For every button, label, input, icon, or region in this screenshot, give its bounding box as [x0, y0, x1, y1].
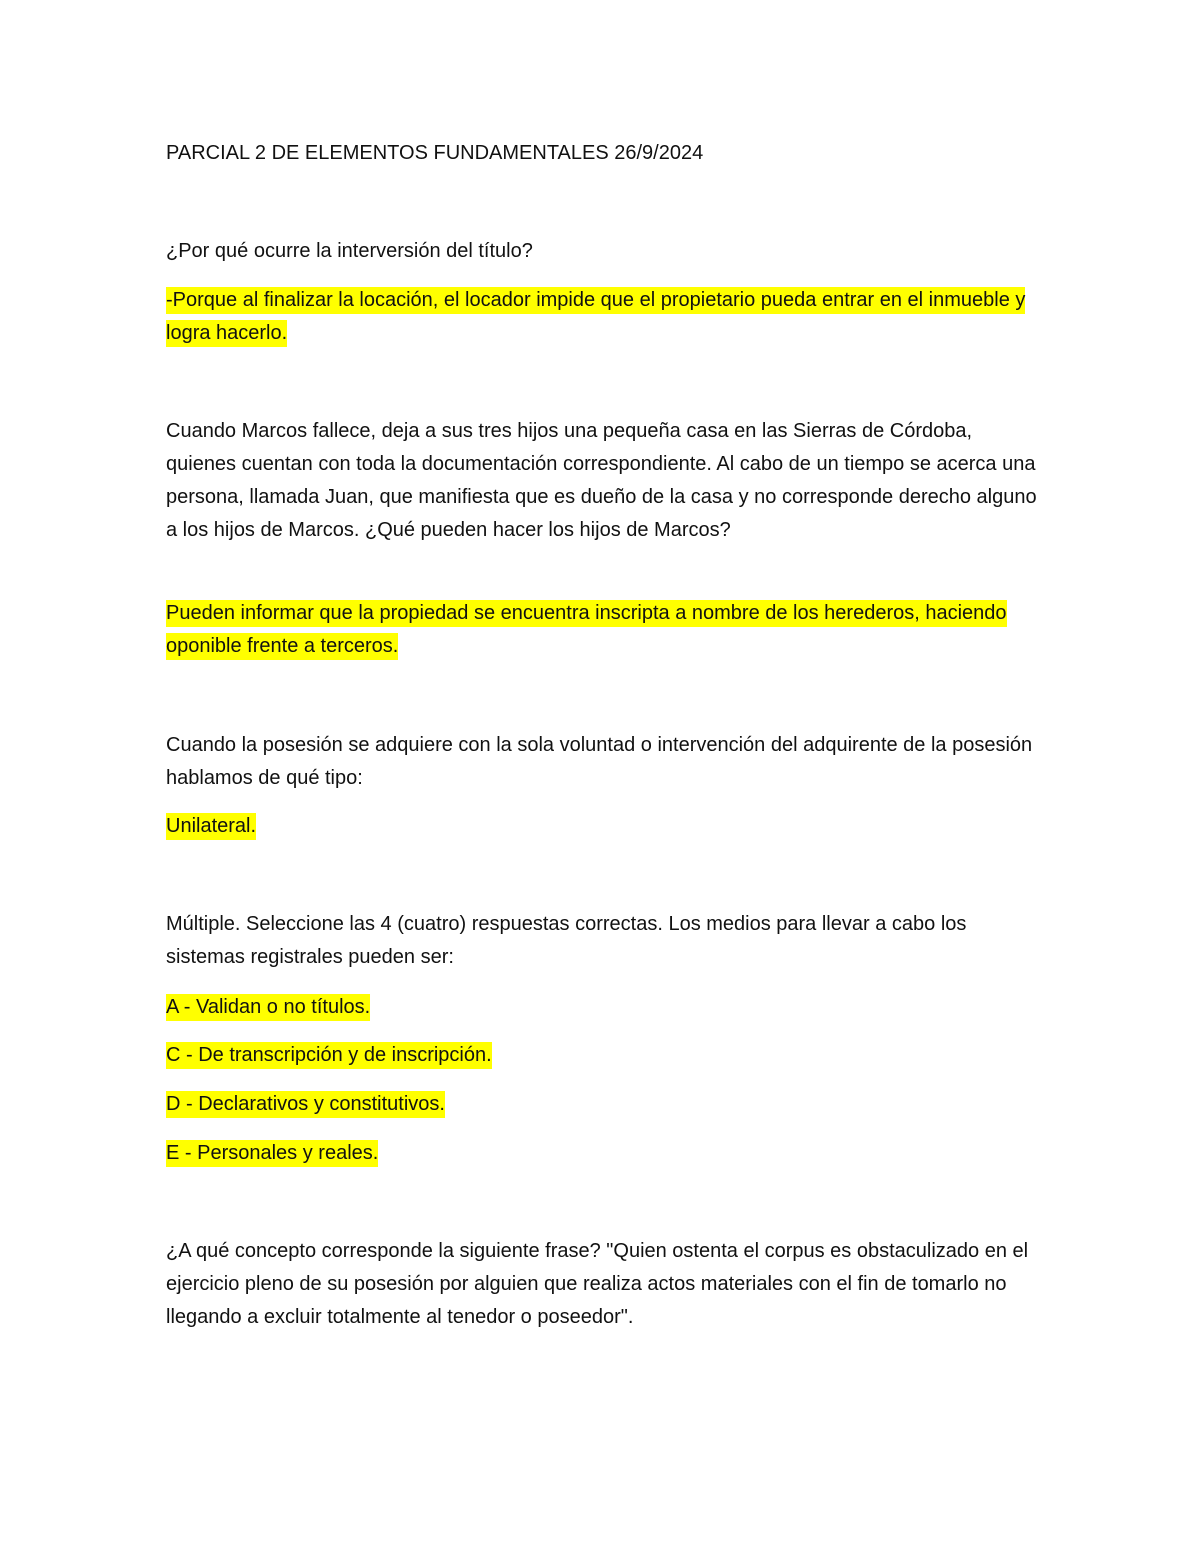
answer-4-option-a — [166, 991, 1046, 1024]
answer-4-option-e — [166, 1137, 1046, 1170]
answer-1-highlight: -Porque al finalizar la locación, el locador impide que el propietario pueda entrar en el inmueble y logra hacerlo. — [166, 287, 1025, 347]
question-3: Cuando la posesión se adquiere con la sola voluntad o intervención del adquirente de la posesión hablamos de qué tipo: — [166, 734, 1033, 789]
answer-1 — [166, 284, 1046, 350]
question-1: ¿Por qué ocurre la interversión del título? — [166, 240, 533, 262]
answer-4-option-a-highlight: A - Validan o no títulos. — [166, 994, 370, 1021]
question-4: Múltiple. Seleccione las 4 (cuatro) respuestas correctas. Los medios para llevar a cabo los sistemas registrales pueden ser: — [166, 913, 967, 968]
answer-4-option-e-highlight: E - Personales y reales. — [166, 1140, 378, 1167]
answer-4-option-d — [166, 1088, 1046, 1121]
answer-2-highlight: Pueden informar que la propiedad se encuentra inscripta a nombre de los herederos, haciendo oponible frente a terceros. — [166, 600, 1007, 660]
answer-4-option-c — [166, 1039, 1046, 1072]
answer-4-option-c-highlight: C - De transcripción y de inscripción. — [166, 1042, 492, 1069]
answer-4-option-d-highlight: D - Declarativos y constitutivos. — [166, 1091, 445, 1118]
answer-3 — [166, 810, 1046, 843]
question-2: Cuando Marcos fallece, deja a sus tres hijos una pequeña casa en las Sierras de Córdoba, quienes cuentan con toda la documentación correspondiente. Al cabo de un tiempo se acerca una persona, llamada Juan, que manifiesta que es dueño de la casa y no corresponde derecho alguno a los hijos de Marcos. ¿Qué pueden hacer los hijos de Marcos? — [166, 420, 1037, 541]
answer-2 — [166, 597, 1046, 663]
answer-3-highlight: Unilateral. — [166, 813, 256, 840]
document-title: PARCIAL 2 DE ELEMENTOS FUNDAMENTALES 26/9/2024 — [166, 142, 704, 164]
question-5: ¿A qué concepto corresponde la siguiente frase? "Quien ostenta el corpus es obstaculizado en el ejercicio pleno de su posesión por alguien que realiza actos materiales con el fin de tomarlo no llegando a excluir totalmente al tenedor o poseedor". — [166, 1240, 1029, 1328]
